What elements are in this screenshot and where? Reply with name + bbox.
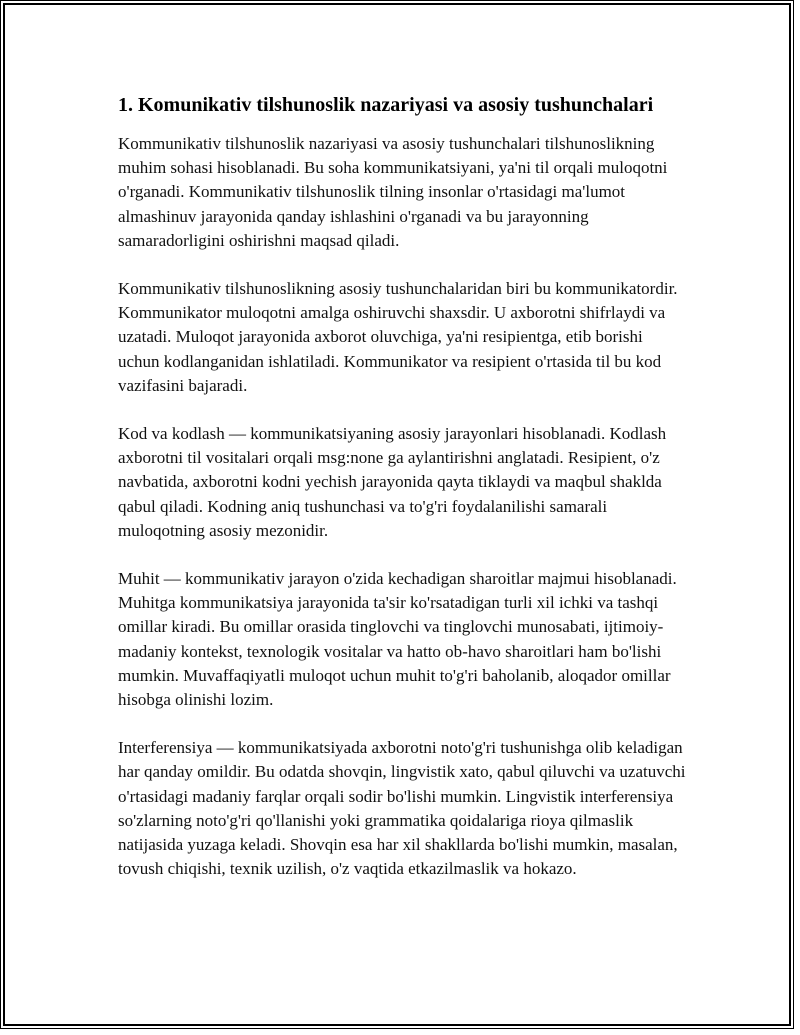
paragraph-communicator: Kommunikativ tilshunoslikning asosiy tushunchalaridan biri bu kommunikatordir. Kommunikator muloqotni amalga oshiruvchi shaxsdir. U axborotni shifrlaydi va uzatadi. Muloqot jarayonida axborot oluvchiga, ya'ni resipientga, etib borishi uchun kodlanganidan ishlatiladi. Kommunikator va resipient o'rtasida til bu kod vazifasini bajaradi. [118,279,678,395]
paragraph-interference: Interferensiya — kommunikatsiyada axborotni noto'g'ri tushunishga olib keladigan har qanday omildir. Bu odatda shovqin, lingvistik xato, qabul qiluvchi va uzatuvchi o'rtasidagi madaniy farqlar orqali sodir bo'lishi mumkin. Lingvistik interferensiya so'zlarning noto'g'ri qo'llanishi yoki grammatika qoidalariga rioya qilmaslik natijasida yuzaga keladi. Shovqin esa har xil shakllarda bo'lishi mumkin, masalan, tovush chiqishi, texnik uzilish, o'z vaqtida etkazilmaslik va hokazo. [118,738,686,879]
paragraph-code: Kod va kodlash — kommunikatsiyaning asosiy jarayonlari hisoblanadi. Kodlash axborotni til vositalari orqali msg:none ga aylantirishni anglatadi. Resipient, o'z navbatida, axborotni kodni yechish jarayonida qayta tiklaydi va maqbul shaklda qabul qiladi. Kodning aniq tushunchasi va to'g'ri foydalanilishi samarali muloqotning asosiy mezonidir. [118,424,667,540]
section-heading: 1. Komunikativ tilshunoslik nazariyasi va asosiy tushunchalari [118,94,654,116]
paragraph-intro: Kommunikativ tilshunoslik nazariyasi va asosiy tushunchalari tilshunoslikning muhim sohasi hisoblanadi. Bu soha kommunikatsiyani, ya'ni til orqali muloqotni o'rganadi. Kommunikativ tilshunoslik tilning insonlar o'rtasidagi ma'lumot almashinuv jarayonida qanday ishlashini o'rganadi va bu jarayonning samaradorligini oshirishni maqsad qiladi. [118,134,668,250]
document-body [118,92,688,905]
paragraph-environment: Muhit — kommunikativ jarayon o'zida kechadigan sharoitlar majmui hisoblanadi. Muhitga kommunikatsiya jarayonida ta'sir ko'rsatadigan turli xil ichki va tashqi omillar kiradi. Bu omillar orasida tinglovchi va tinglovchi munosabati, ijtimoiy-madaniy kontekst, texnologik vositalar va hatto ob-havo sharoitlari ham bo'lishi mumkin. Muvaffaqiyatli muloqot uchun muhit to'g'ri baholanib, aloqador omillar hisobga olinishi lozim. [118,569,677,710]
